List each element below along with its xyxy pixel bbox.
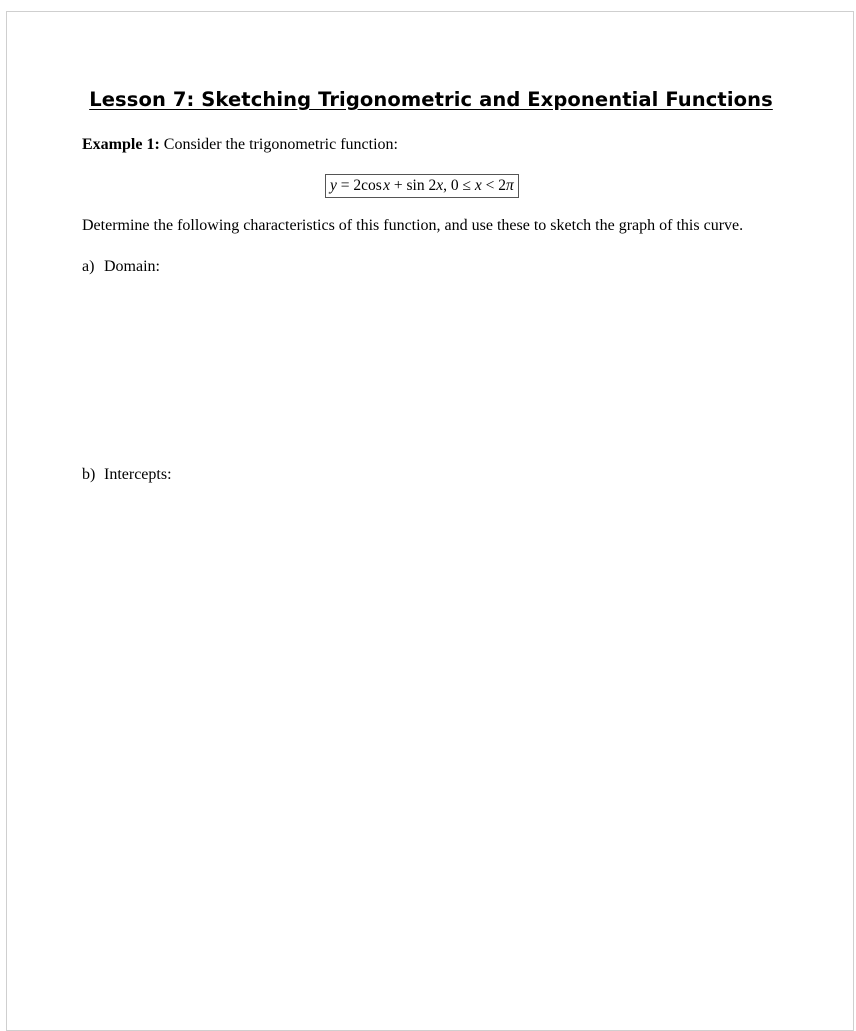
- part-b-label: Intercepts:: [104, 466, 172, 483]
- eq-pi: π: [506, 177, 514, 194]
- part-intercepts: [82, 466, 172, 484]
- part-domain: [82, 258, 160, 276]
- instruction-text: Determine the following characteristics of this function, and use these to sketch the graph of this curve.: [82, 217, 744, 234]
- eq-y: y: [330, 177, 337, 194]
- example-intro: [82, 136, 398, 154]
- lesson-title: Lesson 7: Sketching Trigonometric and Exponential Functions: [89, 88, 773, 111]
- example-text: Consider the trigonometric function:: [159, 136, 398, 153]
- eq-part-3: , 0 ≤: [443, 177, 475, 194]
- eq-part-2: + sin 2: [389, 177, 437, 194]
- eq-x-2: x: [436, 177, 444, 194]
- document-page: [6, 11, 854, 1031]
- equation-box: [325, 174, 519, 198]
- example-label: Example 1:: [82, 136, 160, 153]
- eq-x-1: x: [383, 177, 390, 194]
- eq-part-1: = 2cos: [336, 177, 382, 194]
- eq-x-3: x: [474, 177, 482, 194]
- part-a-label: Domain:: [104, 258, 160, 275]
- part-a-letter: a): [82, 258, 95, 275]
- eq-part-4: < 2: [481, 177, 506, 194]
- part-b-letter: b): [82, 466, 96, 483]
